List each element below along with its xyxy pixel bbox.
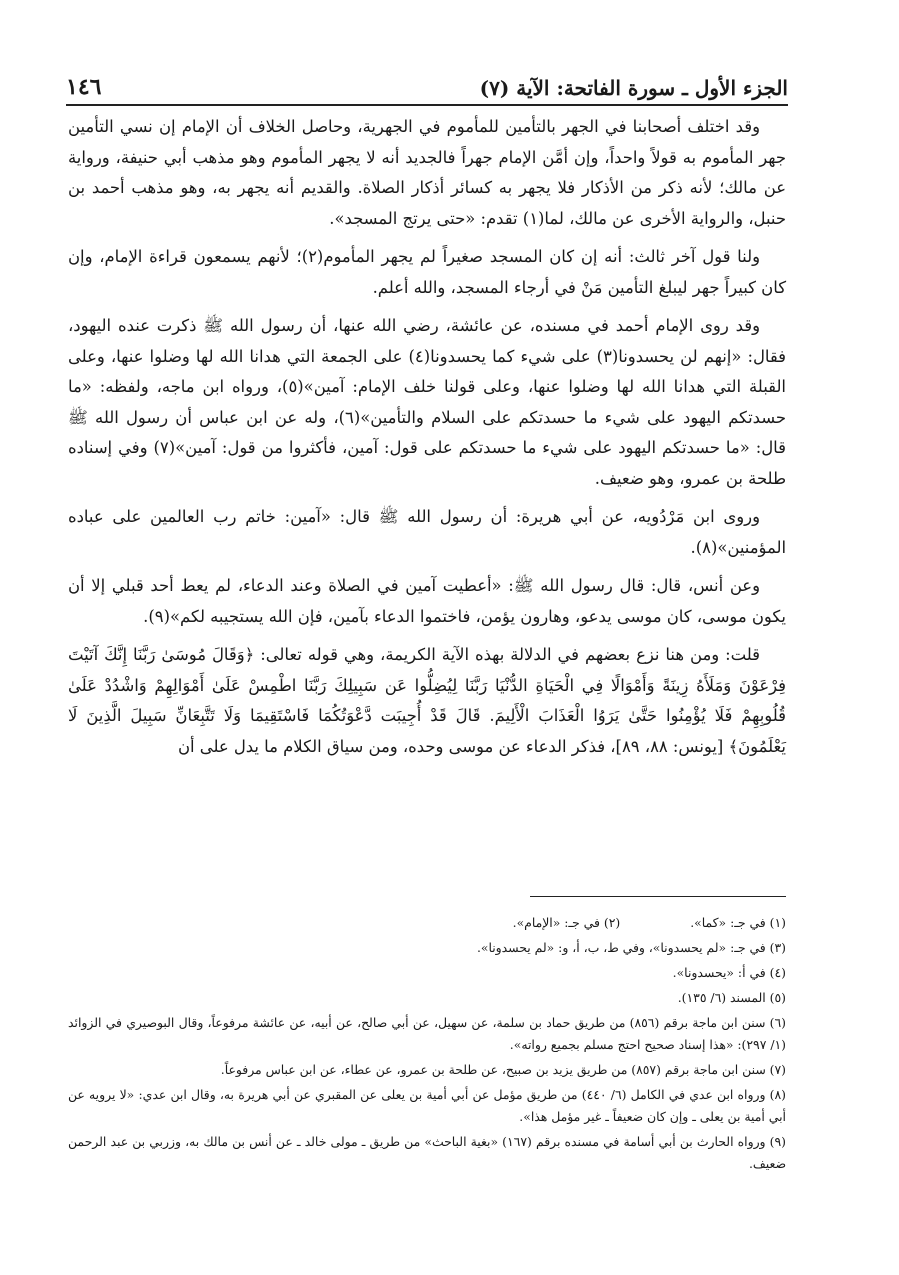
footnote-4: (٤) في أ: «يحسدونا». <box>672 965 786 980</box>
footnote-5: (٥) المسند (٦/ ١٣٥). <box>677 990 786 1005</box>
header-title: الجزء الأول ـ سورة الفاتحة: الآية (٧) <box>479 76 788 100</box>
paragraph-6-quran: قلت: ومن هنا نزع بعضهم في الدلالة بهذه الآية الكريمة، وهي قوله تعالى: ﴿وَقَالَ مُوسَىٰ رَبَّنَا إِنَّكَ آتَيْتَ فِرْعَوْنَ وَمَلَأَهُ زِينَةً وَأَمْوَالًا فِي الْحَيَاةِ الدُّنْيَا رَبَّنَا لِيُضِلُّوا عَن سَبِيلِكَ رَبَّنَا اطْمِسْ عَلَىٰ أَمْوَالِهِمْ وَاشْدُدْ عَلَىٰ قُلُوبِهِمْ فَلَا يُؤْمِنُوا حَتَّىٰ يَرَوُا الْعَذَابَ الْأَلِيمَ. قَالَ قَدْ أُجِيبَت دَّعْوَتُكُمَا فَاسْتَقِيمَا وَلَا تَتَّبِعَانِّ سَبِيلَ الَّذِينَ لَا يَعْلَمُونَ﴾ [يونس: ٨٨، ٨٩]، فذكر الدعاء عن موسى وحده، ومن سياق الكلام ما يدل على أن <box>68 645 786 756</box>
paragraph-3: وقد روى الإمام أحمد في مسنده، عن عائشة، رضي الله عنها، أن رسول الله ﷺ ذكرت عنده اليهود، فقال: «إنهم لن يحسدونا(٣) على شيء كما يحسدونا(٤) على الجمعة التي هدانا الله لها وضلوا عنها، وعلى القبلة التي هدانا الله لها وضلوا عنها، وعلى قولنا خلف الإمام: آمين»(٥)، ورواه ابن ماجه، ولفظه: «ما حسدتكم اليهود على شيء ما حسدتكم على السلام والتأمين»(٦)، وله عن ابن عباس أن رسول الله ﷺ قال: «ما حسدتكم اليهود على شيء ما حسدتكم على قول: آمين، فأكثروا من قول: آمين»(٧) وفي إسناده طلحة بن عمرو، وهو ضعيف. <box>68 316 786 488</box>
footnote-9: (٩) ورواه الحارث بن أبي أسامة في مسنده برقم (١٦٧) «بغية الباحث» من طريق ـ مولى خالد ـ عن أنس بن مالك به، وزربي بن عبد الرحمن ضعيف. <box>68 1134 787 1171</box>
running-header <box>66 70 788 106</box>
footnote-1: (١) في جـ: «كما». <box>690 915 786 930</box>
footnote-separator <box>530 896 786 897</box>
footnote-2: (٢) في جـ: «الإمام». <box>512 915 621 930</box>
paragraph-2: ولنا قول آخر ثالث: أنه إن كان المسجد صغيراً لم يجهر المأموم(٢)؛ لأنهم يسمعون قراءة الإمام، وإن كان كبيراً جهر ليبلغ التأمين مَنْ في أرجاء المسجد، والله أعلم. <box>68 247 786 297</box>
page-number: ١٤٦ <box>66 74 102 100</box>
footnote-7: (٧) سنن ابن ماجة برقم (٨٥٧) من طريق يزيد بن صبيح، عن طلحة بن عمرو، عن عطاء، عن ابن عباس مرفوعاً. <box>220 1062 786 1077</box>
footnote-8: (٨) ورواه ابن عدي في الكامل (٦/ ٤٤٠) من طريق مؤمل عن أبي أمية بن يعلى عن المقبري عن أبي هريرة به، وقال ابن عدي: «لا يرويه عن أبي أمية بن يعلى ـ وإن كان ضعيفاً ـ غير مؤمل هذا». <box>68 1087 786 1124</box>
footnote-row-1-2 <box>68 912 786 934</box>
footnote-6: (٦) سنن ابن ماجة برقم (٨٥٦) من طريق حماد بن سلمة، عن سهيل، عن أبي صالح، عن أبيه، عن عائشة مرفوعاً، وقال البوصيري في الزوائد (١/ ٢٩٧): «هذا إسناد صحيح احتج مسلم بجميع رواته». <box>68 1015 786 1052</box>
footnote-3: (٣) في جـ: «لم يحسدونا»، وفي ط، ب، أ، و: «لم يحسدونا». <box>476 940 786 955</box>
paragraph-1: وقد اختلف أصحابنا في الجهر بالتأمين للمأموم في الجهرية، وحاصل الخلاف أن الإمام إن نسي التأمين جهر المأموم به قولاً واحداً، وإن أمَّن الإمام جهراً فالجديد أنه لا يجهر المأموم وهو مذهب أبي حنيفة، ورواية عن مالك؛ لأنه ذكر من الأذكار فلا يجهر به كسائر أذكار الصلاة. والقديم أنه يجهر به، وهو مذهب أحمد بن حنبل، والرواية الأخرى عن مالك، لما(١) تقدم: «حتى يرتج المسجد». <box>68 117 786 228</box>
main-text <box>68 112 786 770</box>
paragraph-4: وروى ابن مَرْدُويه، عن أبي هريرة: أن رسول الله ﷺ قال: «آمين: خاتم رب العالمين على عباده المؤمنين»(٨). <box>68 507 786 557</box>
footnotes <box>68 912 786 1178</box>
paragraph-5: وعن أنس، قال: قال رسول الله ﷺ: «أعطيت آمين في الصلاة وعند الدعاء، لم يعط أحد قبلي إلا أن يكون موسى، كان موسى يدعو، وهارون يؤمن، فاختموا الدعاء بآمين، فإن الله يستجيبه لكم»(٩). <box>68 576 786 626</box>
